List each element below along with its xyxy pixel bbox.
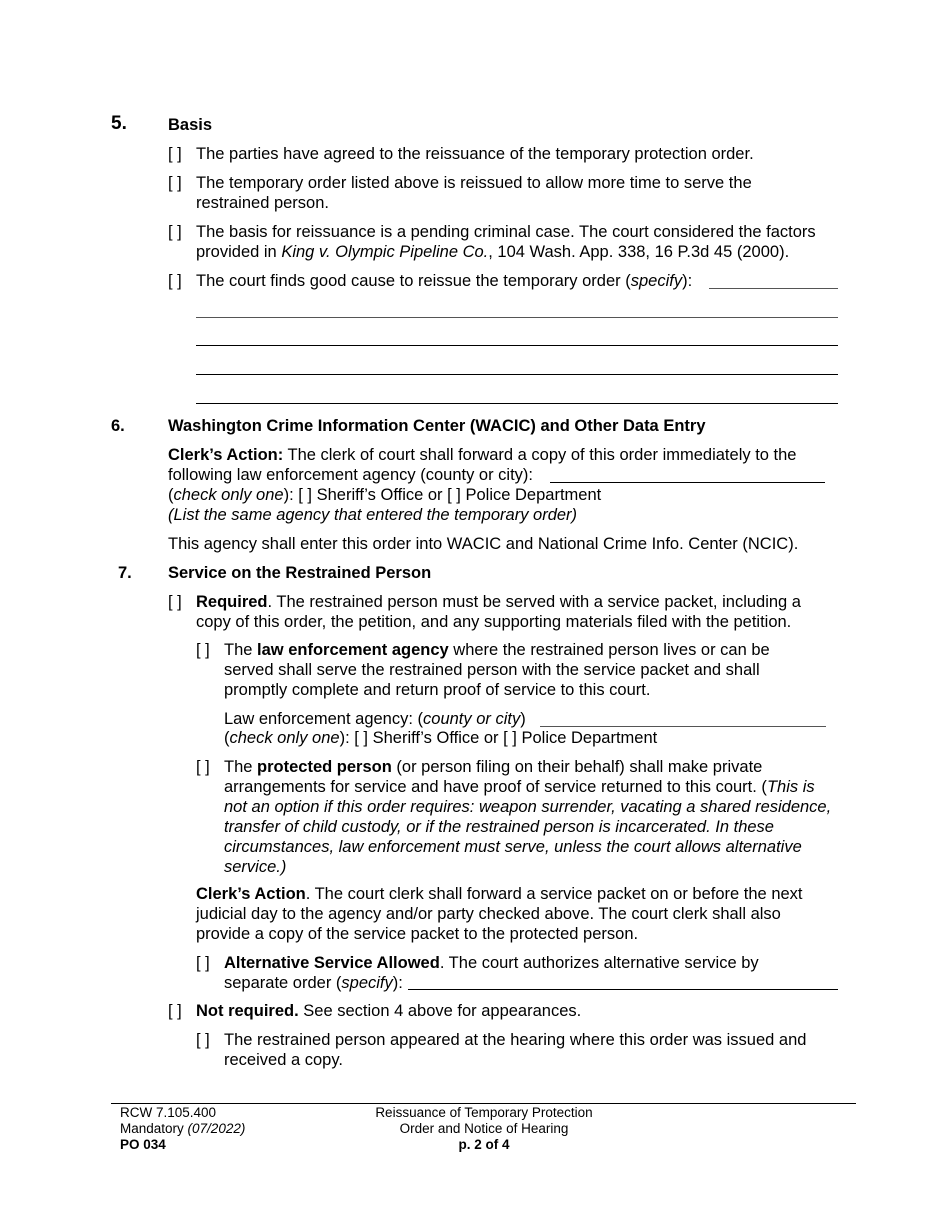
section-6-title: Washington Crime Information Center (WACIC) and Other Data Entry xyxy=(168,417,706,435)
service-alternative: Alternative Service Allowed. The court authorizes alternative service by separate order (specify): xyxy=(224,954,759,992)
footer-left xyxy=(120,1105,245,1153)
service-clerk-action: Clerk’s Action. The court clerk shall forward a service packet on or before the next judicial day to the agency and/or party checked above. The court clerk shall also provide a copy of the service packet to the protected person. xyxy=(196,885,803,943)
service-required: Required. The restrained person must be served with a service packet, including a copy of this order, the petition, and any supporting materials filed with the petition. xyxy=(196,593,801,631)
checkbox[interactable]: [ ] xyxy=(168,145,182,163)
wacic-check-only-one: (check only one): [ ] Sheriff’s Office or [ ] Police Department xyxy=(168,486,602,504)
checkbox[interactable]: [ ] xyxy=(503,729,517,747)
checkbox[interactable]: [ ] xyxy=(168,223,182,241)
basis-item-criminal-case: The basis for reissuance is a pending criminal case. The court considered the factors provided in King v. Olympic Pipeline Co., 104 Wash. App. 338, 16 P.3d 45 (2000). xyxy=(196,223,816,261)
service-not-required: Not required. See section 4 above for appearances. xyxy=(196,1002,582,1020)
section-7-title: Service on the Restrained Person xyxy=(168,564,432,582)
wacic-entry-text: This agency shall enter this order into WACIC and National Crime Info. Center (NCIC). xyxy=(168,535,799,553)
good-cause-specify-line[interactable] xyxy=(709,288,838,289)
checkbox[interactable]: [ ] xyxy=(168,272,182,290)
service-protected-person: The protected person (or person filing on their behalf) shall make private arrangements for service and have proof of service returned to this court. (This is not an option if this order requires: weapon surrender, vacating a shared residence, transfer of child custody, or if the restrained person is incarcerated. In these circumstances, law enforcement must serve, unless the court allows alternative service.) xyxy=(224,758,832,876)
checkbox[interactable]: [ ] xyxy=(354,729,369,747)
checkbox[interactable]: [ ] xyxy=(298,486,313,504)
basis-item-good-cause: The court finds good cause to reissue the temporary order (specify): xyxy=(196,272,693,290)
checkbox[interactable]: [ ] xyxy=(168,1002,182,1020)
footer-title-1: Reissuance of Temporary Protection xyxy=(375,1105,593,1120)
checkbox[interactable]: [ ] xyxy=(196,1031,210,1049)
service-alternative-line[interactable] xyxy=(408,989,838,990)
checkbox[interactable]: [ ] xyxy=(168,593,182,611)
footer-center xyxy=(340,1105,628,1153)
service-check-only-one: (check only one): [ ] Sheriff’s Office or [ ] Police Department xyxy=(224,729,658,747)
section-5-number: 5. xyxy=(111,113,127,134)
good-cause-line-1[interactable] xyxy=(196,317,838,318)
basis-item-agreed: The parties have agreed to the reissuance of the temporary protection order. xyxy=(196,145,754,163)
checkbox[interactable]: [ ] xyxy=(196,758,210,776)
wacic-list-note: (List the same agency that entered the temporary order) xyxy=(168,506,578,524)
footer-mandatory: Mandatory (07/2022) xyxy=(120,1121,246,1136)
good-cause-line-2[interactable] xyxy=(196,345,838,346)
basis-item-more-time: The temporary order listed above is reissued to allow more time to serve the restrained person. xyxy=(196,174,752,212)
section-6-number: 6. xyxy=(111,417,125,435)
checkbox[interactable]: [ ] xyxy=(196,641,210,659)
good-cause-line-4[interactable] xyxy=(196,403,838,404)
wacic-clerk-action: Clerk’s Action: The clerk of court shall forward a copy of this order immediately to the following law enforcement agency (county or city): xyxy=(168,446,797,484)
footer-rcw: RCW 7.105.400 xyxy=(120,1105,217,1120)
section-5-title: Basis xyxy=(168,116,213,134)
footer-divider xyxy=(111,1103,856,1104)
footer-page-number: p. 2 of 4 xyxy=(458,1137,510,1152)
service-law-enforcement: The law enforcement agency where the restrained person lives or can be served shall serve the restrained person with the service packet and shall promptly complete and return proof of service to this court. xyxy=(224,641,770,699)
footer-form-number: PO 034 xyxy=(120,1137,166,1152)
service-appeared: The restrained person appeared at the hearing where this order was issued and received a copy. xyxy=(224,1031,807,1069)
wacic-agency-line[interactable] xyxy=(550,482,825,483)
good-cause-line-3[interactable] xyxy=(196,374,838,375)
checkbox[interactable]: [ ] xyxy=(168,174,182,192)
service-le-agency-line[interactable] xyxy=(540,726,826,727)
checkbox[interactable]: [ ] xyxy=(447,486,461,504)
section-7-number: 7. xyxy=(118,564,132,582)
checkbox[interactable]: [ ] xyxy=(196,954,210,972)
service-le-agency-label: Law enforcement agency: (county or city) xyxy=(224,710,526,728)
footer-title-2: Order and Notice of Hearing xyxy=(399,1121,569,1136)
